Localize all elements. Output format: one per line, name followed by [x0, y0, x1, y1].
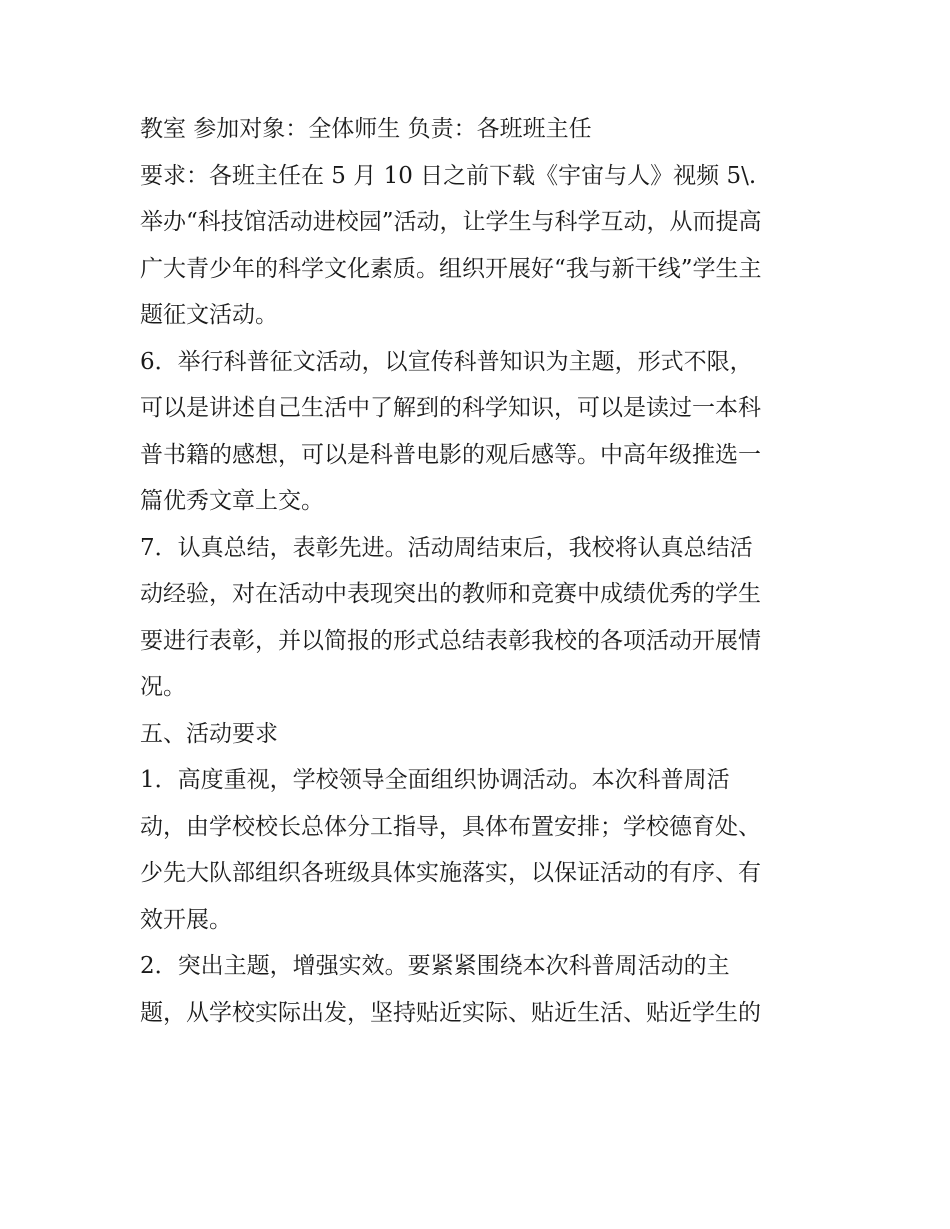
text-line: 6．举行科普征文活动，以宣传科普知识为主题，形式不限，	[140, 348, 753, 375]
document-body	[140, 106, 820, 1036]
text-line: 效开展。	[140, 906, 232, 933]
text-line: 可以是讲述自己生活中了解到的科学知识，可以是读过一本科	[140, 395, 761, 421]
text-line: 举办“科技馆活动进校园”活动，让学生与科学互动，从而提高	[140, 209, 762, 235]
text-line: 7．认真总结，表彰先进。活动周结束后，我校将认真总结活	[140, 534, 753, 561]
text-line: 要求：各班主任在 5 月 10 日之前下载《宇宙与人》视频 5\.	[140, 162, 757, 189]
text-line: 少先大队部组织各班级具体实施落实，以保证活动的有序、有	[140, 860, 761, 886]
section-heading: 五、活动要求	[140, 720, 278, 747]
text-line: 广大青少年的科学文化素质。组织开展好“我与新干线”学生主	[140, 255, 762, 282]
text-line: 教室 参加对象：全体师生 负责：各班班主任	[140, 116, 592, 142]
text-line: 题，从学校实际出发，坚持贴近实际、贴近生活、贴近学生的	[140, 999, 761, 1026]
text-line: 篇优秀文章上交。	[140, 488, 324, 514]
text-line: 况。	[140, 674, 186, 700]
text-line: 1．高度重视，学校领导全面组织协调活动。本次科普周活	[140, 767, 730, 793]
text-line: 动，由学校校长总体分工指导，具体布置安排；学校德育处、	[140, 813, 761, 840]
text-line: 题征文活动。	[140, 302, 278, 328]
text-line: 要进行表彰，并以简报的形式总结表彰我校的各项活动开展情	[140, 627, 761, 654]
text-line: 2．突出主题，增强实效。要紧紧围绕本次科普周活动的主	[140, 953, 730, 979]
text-line: 动经验，对在活动中表现突出的教师和竞赛中成绩优秀的学生	[140, 581, 761, 607]
text-line: 普书籍的感想，可以是科普电影的观后感等。中高年级推选一	[140, 441, 761, 468]
